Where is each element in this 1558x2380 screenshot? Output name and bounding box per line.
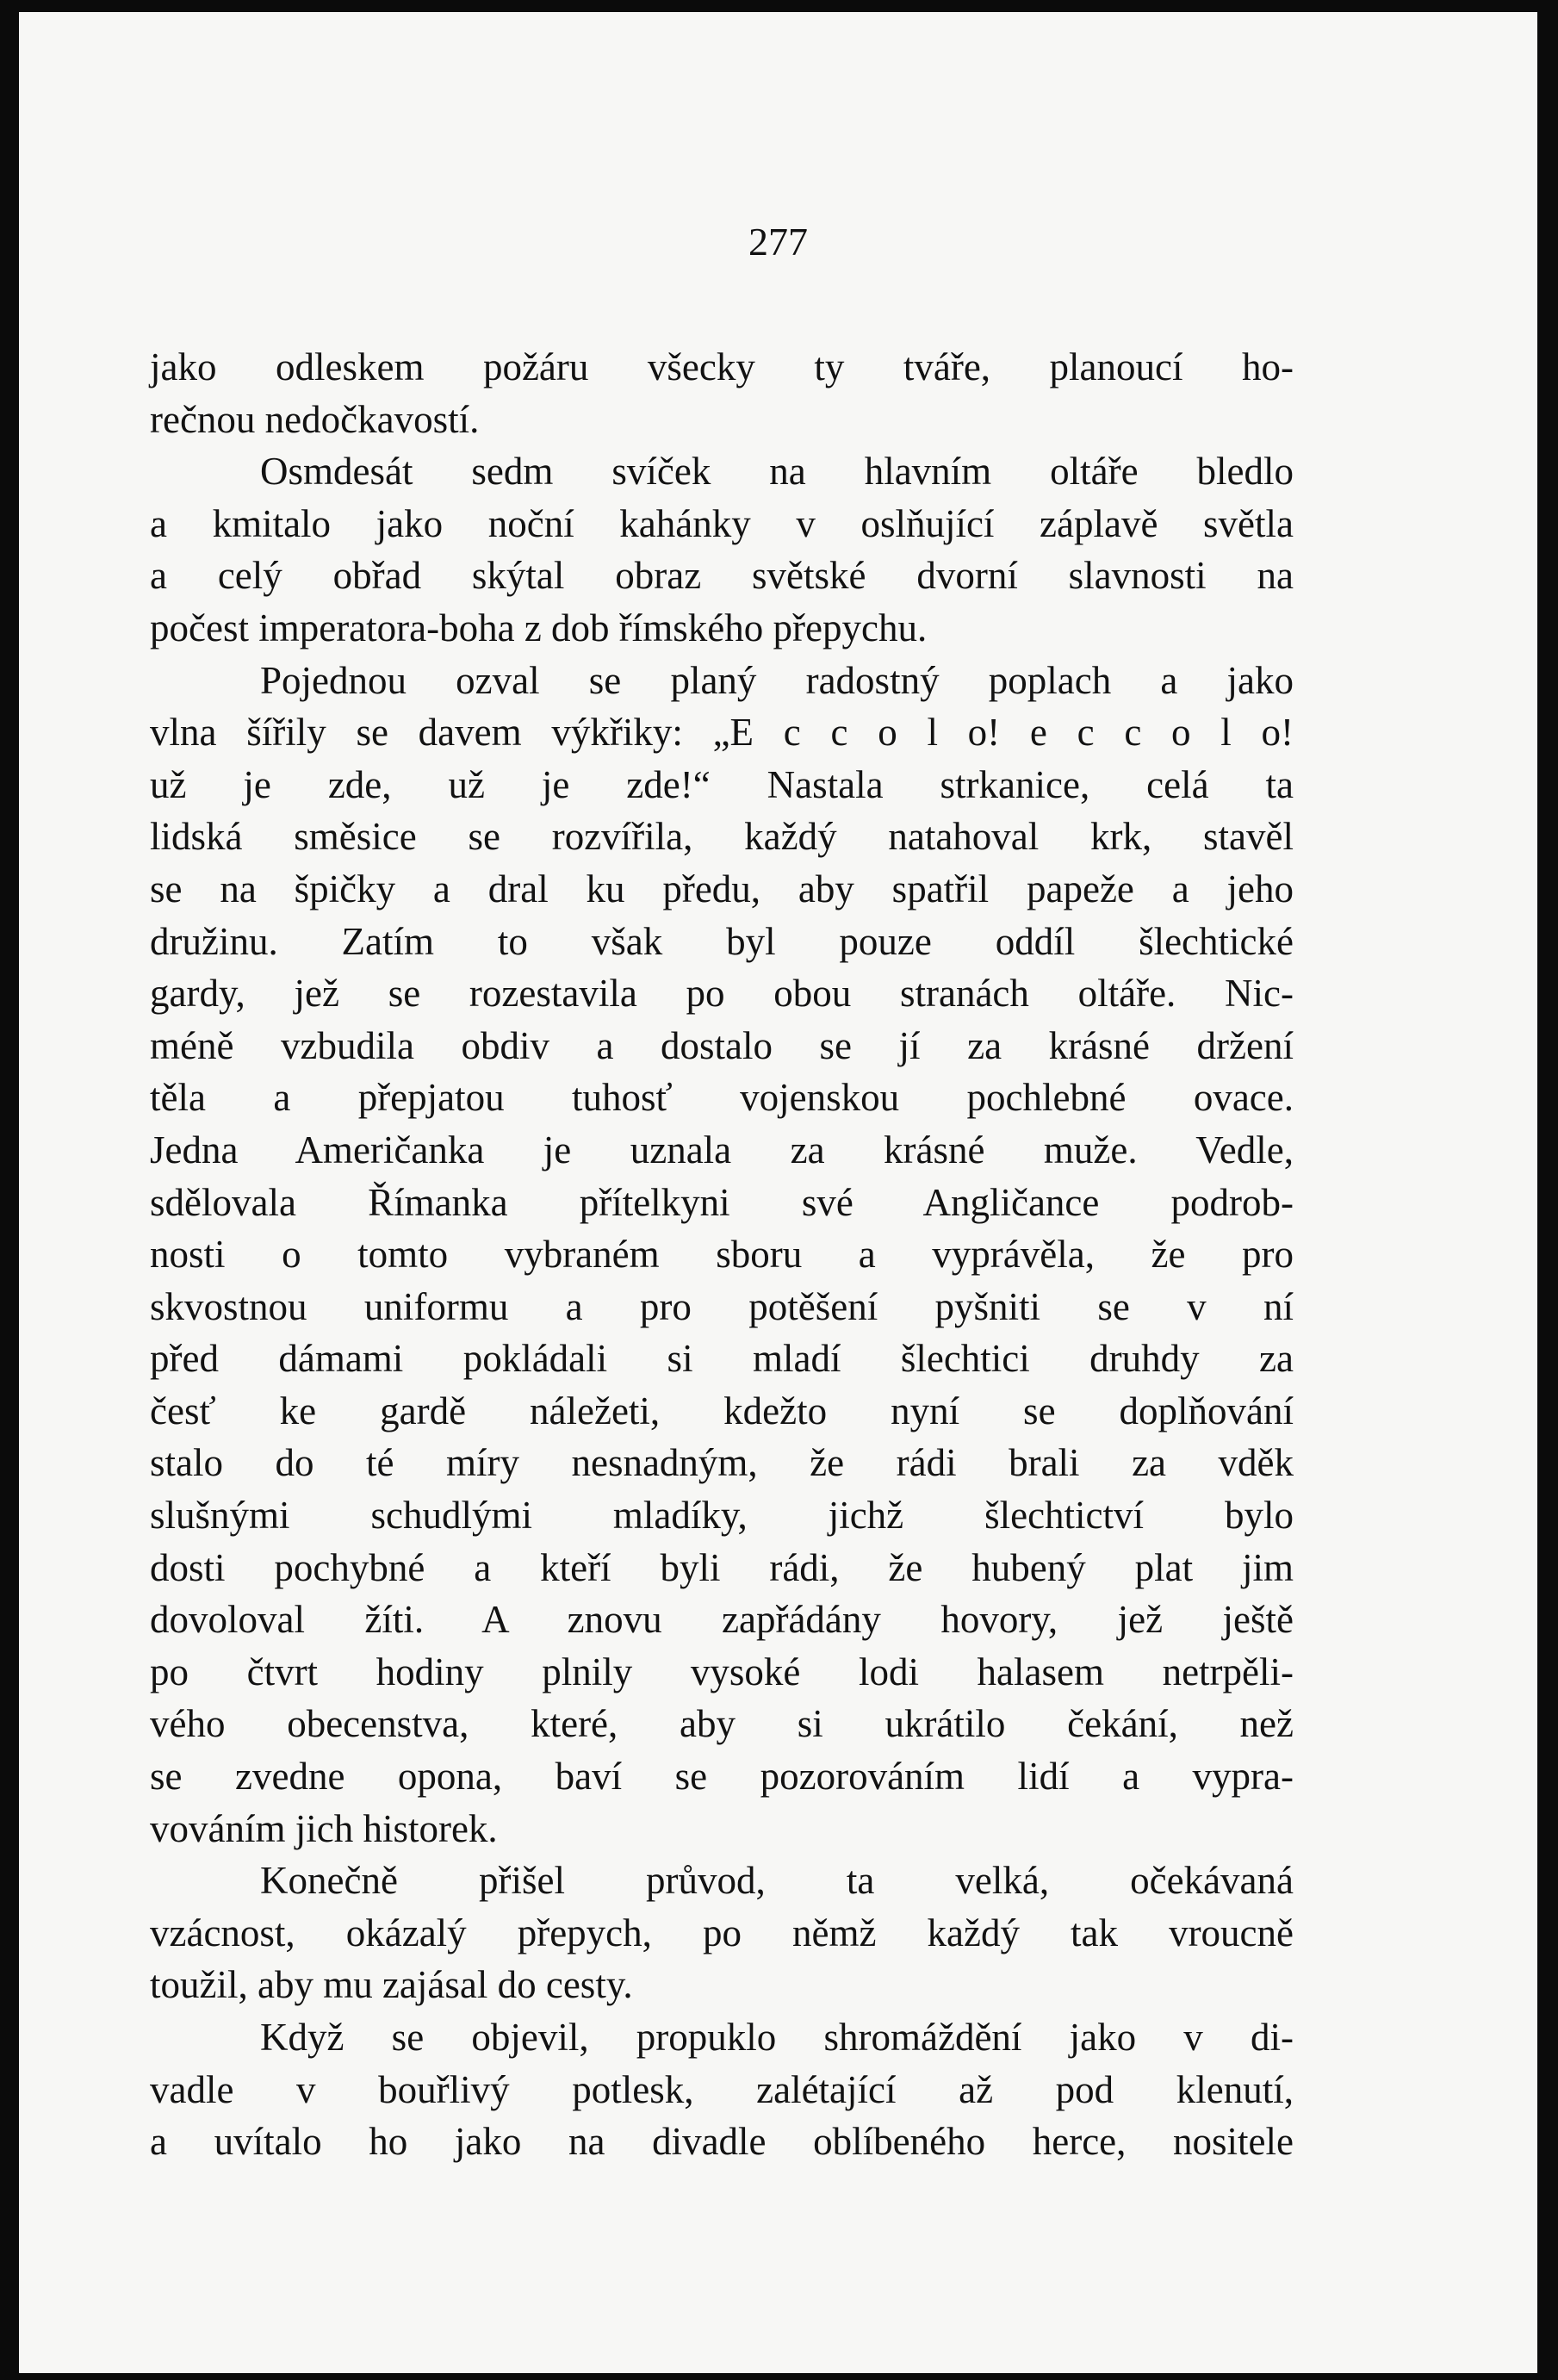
text-line: gardy, jež se rozestavila po obou stranách oltáře. Nic- bbox=[150, 972, 1294, 1016]
text-line: Jedna Američanka je uznala za krásné muže. Vedle, bbox=[150, 1128, 1294, 1171]
book-page bbox=[19, 12, 1537, 2373]
text-line: před dámami pokládali si mladí šlechtici druhdy za bbox=[150, 1337, 1294, 1381]
text-line: rečnou nedočkavostí. bbox=[150, 397, 480, 441]
text-line: vzácnost, okázalý přepych, po němž každý tak vroucně bbox=[150, 1911, 1294, 1954]
paragraph bbox=[150, 445, 1294, 654]
text-line: toužil, aby mu zajásal do cesty. bbox=[150, 1963, 633, 2007]
text-line: vého obecenstva, které, aby si ukrátilo čekání, než bbox=[150, 1702, 1294, 1746]
text-line: po čtvrt hodiny plnily vysoké lodi halasem netrpěli- bbox=[150, 1650, 1294, 1693]
text-line: lidská směsice se rozvířila, každý natahoval krk, stavěl bbox=[150, 815, 1294, 859]
page-number: 277 bbox=[748, 220, 808, 264]
text-line: slušnými schudlými mladíky, jichž šlechtictví bylo bbox=[150, 1494, 1294, 1538]
text-line: stalo do té míry nesnadným, že rádi brali za vděk bbox=[150, 1441, 1294, 1485]
text-line: skvostnou uniformu a pro potěšení pyšniti se v ní bbox=[150, 1284, 1294, 1328]
text-line: česť ke gardě náležeti, kdežto nyní se doplňování bbox=[150, 1389, 1294, 1432]
text-line: dosti pochybné a kteří byli rádi, že hubený plat jim bbox=[150, 1545, 1294, 1589]
text-line: a celý obřad skýtal obraz světské dvorní slavnosti na bbox=[150, 554, 1294, 598]
text-line: se zvedne opona, baví se pozorováním lidí a vypra- bbox=[150, 1755, 1294, 1799]
text-line: dovoloval žíti. A znovu zapřádány hovory, jež ještě bbox=[150, 1598, 1294, 1642]
text-line: méně vzbudila obdiv a dostalo se jí za krásné držení bbox=[150, 1023, 1294, 1067]
text-line: už je zde, už je zde!“ Nastala strkanice, celá ta bbox=[150, 762, 1294, 806]
paragraph bbox=[150, 1855, 1294, 2011]
paragraph bbox=[150, 2011, 1294, 2168]
text-line: počest imperatora-boha z dob římského přepychu. bbox=[150, 606, 928, 649]
paragraph bbox=[150, 341, 1294, 445]
text-line: a uvítalo ho jako na divadle oblíbeného herce, nositele bbox=[150, 2120, 1294, 2164]
text-line: družinu. Zatím to však byl pouze oddíl šlechtické bbox=[150, 919, 1294, 963]
text-line: vlna šířily se davem výkřiky: „E c c o l o! e c c o l o! bbox=[150, 711, 1294, 755]
text-line: jako odleskem požáru všecky ty tváře, planoucí ho- bbox=[150, 345, 1294, 388]
text-line: Pojednou ozval se planý radostný poplach a jako bbox=[260, 658, 1294, 702]
text-line: a kmitalo jako noční kahánky v oslňující záplavě světla bbox=[150, 501, 1294, 545]
text-line: nosti o tomto vybraném sboru a vyprávěla, že pro bbox=[150, 1233, 1294, 1277]
text-line: Osmdesát sedm svíček na hlavním oltáře bledlo bbox=[260, 450, 1294, 494]
text-line: těla a přepjatou tuhosť vojenskou pochlebné ovace. bbox=[150, 1076, 1294, 1120]
text-line: se na špičky a dral ku předu, aby spatřil papeže a jeho bbox=[150, 867, 1294, 910]
body-text bbox=[150, 341, 1294, 2168]
text-line: Když se objevil, propuklo shromáždění jako v di- bbox=[260, 2016, 1294, 2059]
paragraph bbox=[150, 655, 1294, 1855]
text-line: Konečně přišel průvod, ta velká, očekávaná bbox=[260, 1859, 1294, 1903]
text-line: vadle v bouřlivý potlesk, zalétající až pod klenutí, bbox=[150, 2067, 1294, 2111]
text-line: vováním jich historek. bbox=[150, 1806, 498, 1850]
text-line: sdělovala Římanka přítelkyni své Angličance podrob- bbox=[150, 1180, 1294, 1224]
